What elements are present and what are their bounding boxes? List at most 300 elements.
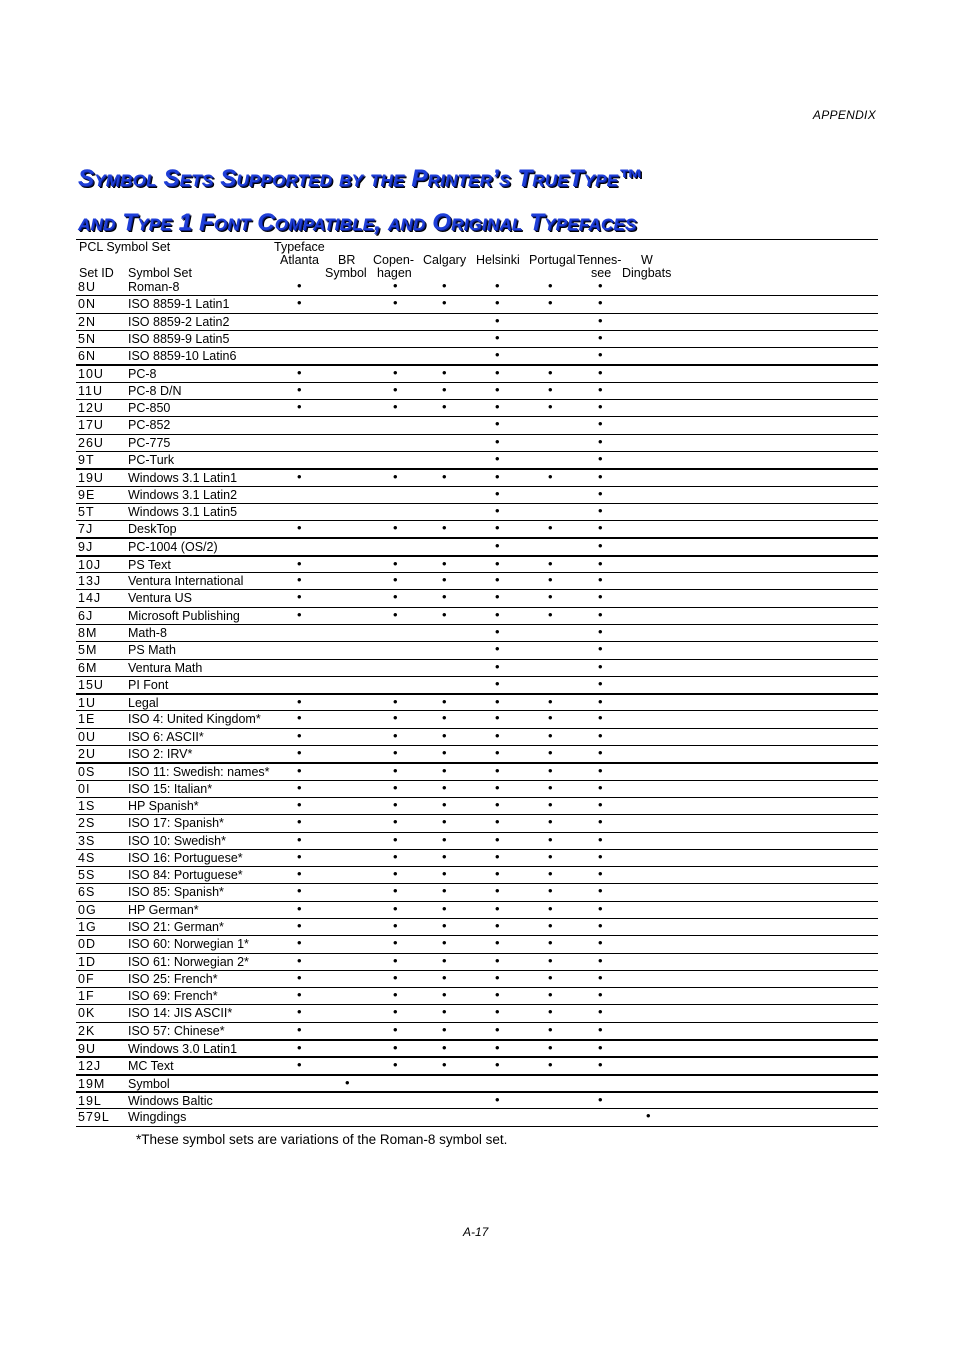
table-row [76, 1057, 878, 1074]
support-dot: • [548, 1040, 553, 1056]
support-dot: • [598, 763, 603, 779]
support-dot: • [548, 694, 553, 710]
table-row [76, 296, 878, 313]
support-dot: • [297, 796, 302, 812]
header-portugal: Portugal [529, 253, 576, 267]
support-dot: • [598, 675, 603, 691]
support-dot: • [442, 555, 447, 571]
support-dot: • [495, 572, 500, 588]
support-dot: • [598, 329, 603, 345]
support-dot: • [442, 1057, 447, 1073]
support-dot: • [442, 381, 447, 397]
support-dot: • [442, 779, 447, 795]
table-row [76, 1040, 878, 1057]
set-id-cell: 12J [78, 1059, 102, 1074]
support-dot: • [495, 589, 500, 605]
table-top-rule [76, 239, 878, 240]
table-row [76, 642, 878, 659]
support-dot: • [297, 745, 302, 761]
set-id-cell: 19L [78, 1093, 102, 1108]
set-id-cell: 0I [78, 781, 91, 796]
support-dot: • [495, 935, 500, 951]
set-id-cell: 19U [78, 471, 104, 486]
support-dot: • [442, 589, 447, 605]
support-dot: • [598, 450, 603, 466]
set-id-cell: 9U [78, 1042, 96, 1057]
support-dot: • [442, 572, 447, 588]
symbol-set-name-cell: HP Spanish* [128, 798, 199, 813]
support-dot: • [548, 295, 553, 311]
support-dot: • [297, 952, 302, 968]
support-dot: • [548, 589, 553, 605]
symbol-set-name-cell: Windows 3.1 Latin5 [128, 504, 238, 519]
symbol-set-name-cell: ISO 84: Portuguese* [128, 868, 243, 883]
symbol-set-name-cell: Legal [128, 696, 159, 711]
set-id-cell: 5S [78, 868, 96, 883]
support-dot: • [598, 416, 603, 432]
support-dot: • [393, 848, 398, 864]
support-dot: • [598, 952, 603, 968]
header-copen: Copen- [373, 253, 414, 267]
support-dot: • [598, 935, 603, 951]
support-dot: • [442, 952, 447, 968]
table-row [76, 677, 878, 694]
table-row [76, 867, 878, 884]
support-dot: • [442, 969, 447, 985]
support-dot: • [548, 814, 553, 830]
set-id-cell: 2S [78, 816, 96, 831]
support-dot: • [297, 1021, 302, 1037]
support-dot: • [548, 606, 553, 622]
support-dot: • [495, 745, 500, 761]
symbol-set-name-cell: PC-850 [128, 401, 171, 416]
support-dot: • [297, 365, 302, 381]
support-dot: • [495, 347, 500, 363]
symbol-set-name-cell: PI Font [128, 677, 169, 692]
support-dot: • [442, 710, 447, 726]
support-dot: • [598, 796, 603, 812]
table-row [76, 781, 878, 798]
support-dot: • [495, 779, 500, 795]
header-dingbats: Dingbats [622, 266, 672, 280]
support-dot: • [548, 278, 553, 293]
symbol-set-name-cell: ISO 2: IRV* [128, 747, 193, 762]
support-dot: • [393, 365, 398, 381]
support-dot: • [442, 987, 447, 1003]
support-dot: • [598, 1057, 603, 1073]
support-dot: • [297, 278, 302, 293]
support-dot: • [495, 416, 500, 432]
table-row [76, 798, 878, 815]
support-dot: • [598, 433, 603, 449]
support-dot: • [548, 365, 553, 381]
support-dot: • [495, 365, 500, 381]
support-dot: • [297, 606, 302, 622]
table-row [76, 504, 878, 521]
support-dot: • [548, 520, 553, 536]
set-id-cell: 8M [78, 625, 98, 640]
set-id-cell: 6N [78, 349, 96, 364]
header-atlanta: Atlanta [280, 253, 319, 267]
table-row [76, 833, 878, 850]
table-row [76, 365, 878, 382]
symbol-set-name-cell: ISO 8859-10 Latin6 [128, 349, 237, 364]
header-pcl-symbol-set: PCL Symbol Set [79, 240, 171, 254]
table-row [76, 884, 878, 901]
support-dot: • [548, 831, 553, 847]
set-id-cell: 0F [78, 971, 95, 986]
symbol-set-name-cell: Windows 3.0 Latin1 [128, 1042, 238, 1057]
support-dot: • [598, 485, 603, 501]
support-dot: • [598, 883, 603, 899]
symbol-set-name-cell: ISO 15: Italian* [128, 781, 213, 796]
support-dot: • [393, 987, 398, 1003]
support-dot: • [495, 883, 500, 899]
symbol-set-name-cell: PC-852 [128, 418, 171, 433]
support-dot: • [495, 952, 500, 968]
support-dot: • [297, 1040, 302, 1056]
set-id-cell: 5T [78, 504, 95, 519]
set-id-cell: 1F [78, 989, 95, 1004]
set-id-cell: 3S [78, 833, 96, 848]
set-id-cell: 11U [78, 383, 104, 398]
table-row [76, 556, 878, 573]
set-id-cell: 12U [78, 401, 104, 416]
set-id-cell: 0U [78, 729, 96, 744]
symbol-set-name-cell: Roman-8 [128, 280, 180, 294]
support-dot: • [548, 469, 553, 485]
support-dot: • [548, 572, 553, 588]
support-dot: • [442, 848, 447, 864]
support-dot: • [393, 1040, 398, 1056]
support-dot: • [297, 883, 302, 899]
support-dot: • [297, 900, 302, 916]
symbol-set-name-cell: Microsoft Publishing [128, 608, 240, 623]
symbol-set-name-cell: ISO 25: French* [128, 971, 218, 986]
support-dot: • [393, 883, 398, 899]
table-row [76, 417, 878, 434]
support-dot: • [297, 1004, 302, 1020]
table-row [76, 660, 878, 677]
header-see: see [591, 266, 612, 280]
support-dot: • [495, 1004, 500, 1020]
support-dot: • [495, 848, 500, 864]
support-dot: • [598, 572, 603, 588]
support-dot: • [297, 831, 302, 847]
support-dot: • [495, 900, 500, 916]
support-dot: • [393, 572, 398, 588]
support-dot: • [393, 1021, 398, 1037]
support-dot: • [393, 278, 398, 293]
support-dot: • [548, 917, 553, 933]
support-dot: • [442, 295, 447, 311]
support-dot: • [495, 694, 500, 710]
header-symbol: Symbol [325, 266, 367, 280]
support-dot: • [598, 1021, 603, 1037]
table-row [76, 1109, 878, 1126]
support-dot: • [297, 295, 302, 311]
set-id-cell: 10U [78, 367, 104, 382]
support-dot: • [297, 694, 302, 710]
table-row [76, 279, 878, 296]
support-dot: • [495, 814, 500, 830]
support-dot: • [598, 295, 603, 311]
symbol-set-name-cell: ISO 57: Chinese* [128, 1023, 225, 1038]
symbol-set-name-cell: Symbol [128, 1076, 170, 1091]
support-dot: • [393, 900, 398, 916]
support-dot: • [598, 347, 603, 363]
support-dot: • [598, 866, 603, 882]
support-dot: • [598, 520, 603, 536]
title-line-1: Symbol Sets Supported by the Printer’s TrueType™ [78, 165, 643, 192]
support-dot: • [495, 1091, 500, 1107]
symbol-set-name-cell: ISO 11: Swedish: names* [128, 765, 270, 780]
support-dot: • [495, 866, 500, 882]
support-dot: • [598, 641, 603, 657]
table-row [76, 1023, 878, 1040]
support-dot: • [598, 555, 603, 571]
support-dot: • [598, 900, 603, 916]
support-dot: • [345, 1074, 350, 1090]
table-row [76, 902, 878, 919]
support-dot: • [495, 555, 500, 571]
support-dot: • [297, 727, 302, 743]
header-helsinki: Helsinki [476, 253, 520, 267]
set-id-cell: 2U [78, 747, 96, 762]
support-dot: • [495, 623, 500, 639]
symbol-set-name-cell: Windows 3.1 Latin2 [128, 487, 238, 502]
table-row [76, 1075, 878, 1092]
support-dot: • [442, 866, 447, 882]
set-id-cell: 14J [78, 591, 102, 606]
footnote: *These symbol sets are variations of the Roman-8 symbol set. [136, 1132, 508, 1147]
support-dot: • [442, 796, 447, 812]
support-dot: • [297, 555, 302, 571]
support-dot: • [495, 658, 500, 674]
set-id-cell: 8U [78, 280, 96, 294]
support-dot: • [442, 399, 447, 415]
support-dot: • [442, 745, 447, 761]
symbol-set-name-cell: MC Text [128, 1059, 174, 1074]
support-dot: • [393, 831, 398, 847]
symbol-set-name-cell: PS Text [128, 557, 171, 572]
support-dot: • [297, 779, 302, 795]
support-dot: • [442, 278, 447, 293]
set-id-cell: 0G [78, 902, 97, 917]
table-row [76, 400, 878, 417]
symbol-set-name-cell: ISO 4: United Kingdom* [128, 712, 261, 727]
support-dot: • [548, 381, 553, 397]
support-dot: • [548, 745, 553, 761]
support-dot: • [393, 763, 398, 779]
symbol-set-name-cell: ISO 85: Spanish* [128, 885, 224, 900]
set-id-cell: 13J [78, 574, 102, 589]
support-dot: • [598, 1091, 603, 1107]
support-dot: • [495, 1057, 500, 1073]
header-hagen: hagen [377, 266, 412, 280]
symbol-set-name-cell: ISO 10: Swedish* [128, 833, 226, 848]
support-dot: • [548, 1021, 553, 1037]
table-row [76, 314, 878, 331]
support-dot: • [442, 917, 447, 933]
set-id-cell: 1G [78, 919, 97, 934]
symbol-set-name-cell: ISO 60: Norwegian 1* [128, 937, 249, 952]
support-dot: • [495, 763, 500, 779]
support-dot: • [495, 917, 500, 933]
support-dot: • [548, 399, 553, 415]
support-dot: • [598, 814, 603, 830]
set-id-cell: 6M [78, 660, 98, 675]
symbol-set-name-cell: ISO 8859-9 Latin5 [128, 331, 230, 346]
set-id-cell: 0D [78, 937, 96, 952]
support-dot: • [548, 969, 553, 985]
set-id-cell: 6J [78, 608, 94, 623]
support-dot: • [495, 606, 500, 622]
support-dot: • [598, 502, 603, 518]
support-dot: • [297, 381, 302, 397]
support-dot: • [548, 883, 553, 899]
support-dot: • [393, 814, 398, 830]
support-dot: • [598, 278, 603, 293]
table-row [76, 608, 878, 625]
support-dot: • [548, 796, 553, 812]
support-dot: • [598, 779, 603, 795]
table-row [76, 919, 878, 936]
support-dot: • [297, 917, 302, 933]
set-id-cell: 2K [78, 1023, 96, 1038]
support-dot: • [495, 831, 500, 847]
set-id-cell: 26U [78, 435, 104, 450]
support-dot: • [548, 727, 553, 743]
support-dot: • [297, 572, 302, 588]
support-dot: • [393, 520, 398, 536]
support-dot: • [442, 1004, 447, 1020]
support-dot: • [442, 727, 447, 743]
table-row [76, 815, 878, 832]
table-row [76, 954, 878, 971]
support-dot: • [646, 1108, 651, 1124]
support-dot: • [598, 623, 603, 639]
table-row [76, 1092, 878, 1109]
set-id-cell: 0S [78, 765, 96, 780]
support-dot: • [393, 969, 398, 985]
support-dot: • [442, 606, 447, 622]
support-dot: • [548, 848, 553, 864]
table-row [76, 487, 878, 504]
support-dot: • [297, 520, 302, 536]
support-dot: • [393, 399, 398, 415]
table-row [76, 694, 878, 711]
support-dot: • [393, 745, 398, 761]
set-id-cell: 10J [78, 557, 102, 572]
support-dot: • [495, 520, 500, 536]
support-dot: • [598, 658, 603, 674]
support-dot: • [598, 365, 603, 381]
support-dot: • [393, 917, 398, 933]
set-id-cell: 0K [78, 1006, 96, 1021]
symbol-set-name-cell: PC-8 [128, 367, 157, 382]
support-dot: • [548, 987, 553, 1003]
support-dot: • [393, 935, 398, 951]
support-dot: • [442, 883, 447, 899]
set-id-cell: 5M [78, 643, 98, 658]
support-dot: • [598, 745, 603, 761]
support-dot: • [393, 796, 398, 812]
support-dot: • [598, 917, 603, 933]
support-dot: • [548, 900, 553, 916]
set-id-cell: 6S [78, 885, 96, 900]
support-dot: • [393, 866, 398, 882]
support-dot: • [598, 469, 603, 485]
support-dot: • [548, 1057, 553, 1073]
support-dot: • [393, 589, 398, 605]
symbol-set-name-cell: ISO 14: JIS ASCII* [128, 1006, 233, 1021]
table-row [76, 573, 878, 590]
support-dot: • [297, 589, 302, 605]
page-number: A-17 [463, 1225, 489, 1239]
support-dot: • [598, 538, 603, 554]
set-id-cell: 1D [78, 954, 96, 969]
table-row [76, 746, 878, 763]
support-dot: • [495, 969, 500, 985]
support-dot: • [598, 399, 603, 415]
support-dot: • [598, 969, 603, 985]
support-dot: • [442, 1021, 447, 1037]
support-dot: • [393, 295, 398, 311]
support-dot: • [442, 365, 447, 381]
support-dot: • [598, 1004, 603, 1020]
support-dot: • [495, 987, 500, 1003]
support-dot: • [393, 381, 398, 397]
support-dot: • [495, 433, 500, 449]
support-dot: • [495, 710, 500, 726]
symbol-set-name-cell: ISO 8859-2 Latin2 [128, 314, 230, 329]
set-id-cell: 579L [78, 1110, 110, 1125]
header-br: BR [338, 253, 356, 267]
table-row [76, 521, 878, 538]
support-dot: • [548, 763, 553, 779]
table-row [76, 538, 878, 555]
symbol-set-name-cell: ISO 6: ASCII* [128, 729, 204, 744]
support-dot: • [297, 969, 302, 985]
symbol-set-name-cell: PC-1004 (OS/2) [128, 540, 218, 555]
support-dot: • [495, 278, 500, 293]
header-typeface: Typeface [274, 240, 325, 254]
symbol-set-name-cell: ISO 69: French* [128, 989, 218, 1004]
symbol-set-name-cell: DeskTop [128, 522, 177, 537]
support-dot: • [495, 502, 500, 518]
support-dot: • [442, 1040, 447, 1056]
support-dot: • [393, 779, 398, 795]
support-dot: • [393, 469, 398, 485]
support-dot: • [598, 987, 603, 1003]
table-row [76, 331, 878, 348]
symbol-set-name-cell: PC-8 D/N [128, 383, 182, 398]
support-dot: • [598, 727, 603, 743]
set-id-cell: 1S [78, 798, 96, 813]
set-id-cell: 0N [78, 297, 96, 312]
table-row [76, 1005, 878, 1022]
header-set-id: Set ID [79, 266, 114, 280]
title-line-2: and Type 1 Font Compatible, and Original Typefaces [78, 209, 637, 236]
support-dot: • [393, 606, 398, 622]
table-row [76, 971, 878, 988]
support-dot: • [442, 469, 447, 485]
support-dot: • [297, 1057, 302, 1073]
table-row [76, 383, 878, 400]
header-tennes: Tennes- [577, 253, 622, 267]
support-dot: • [393, 694, 398, 710]
